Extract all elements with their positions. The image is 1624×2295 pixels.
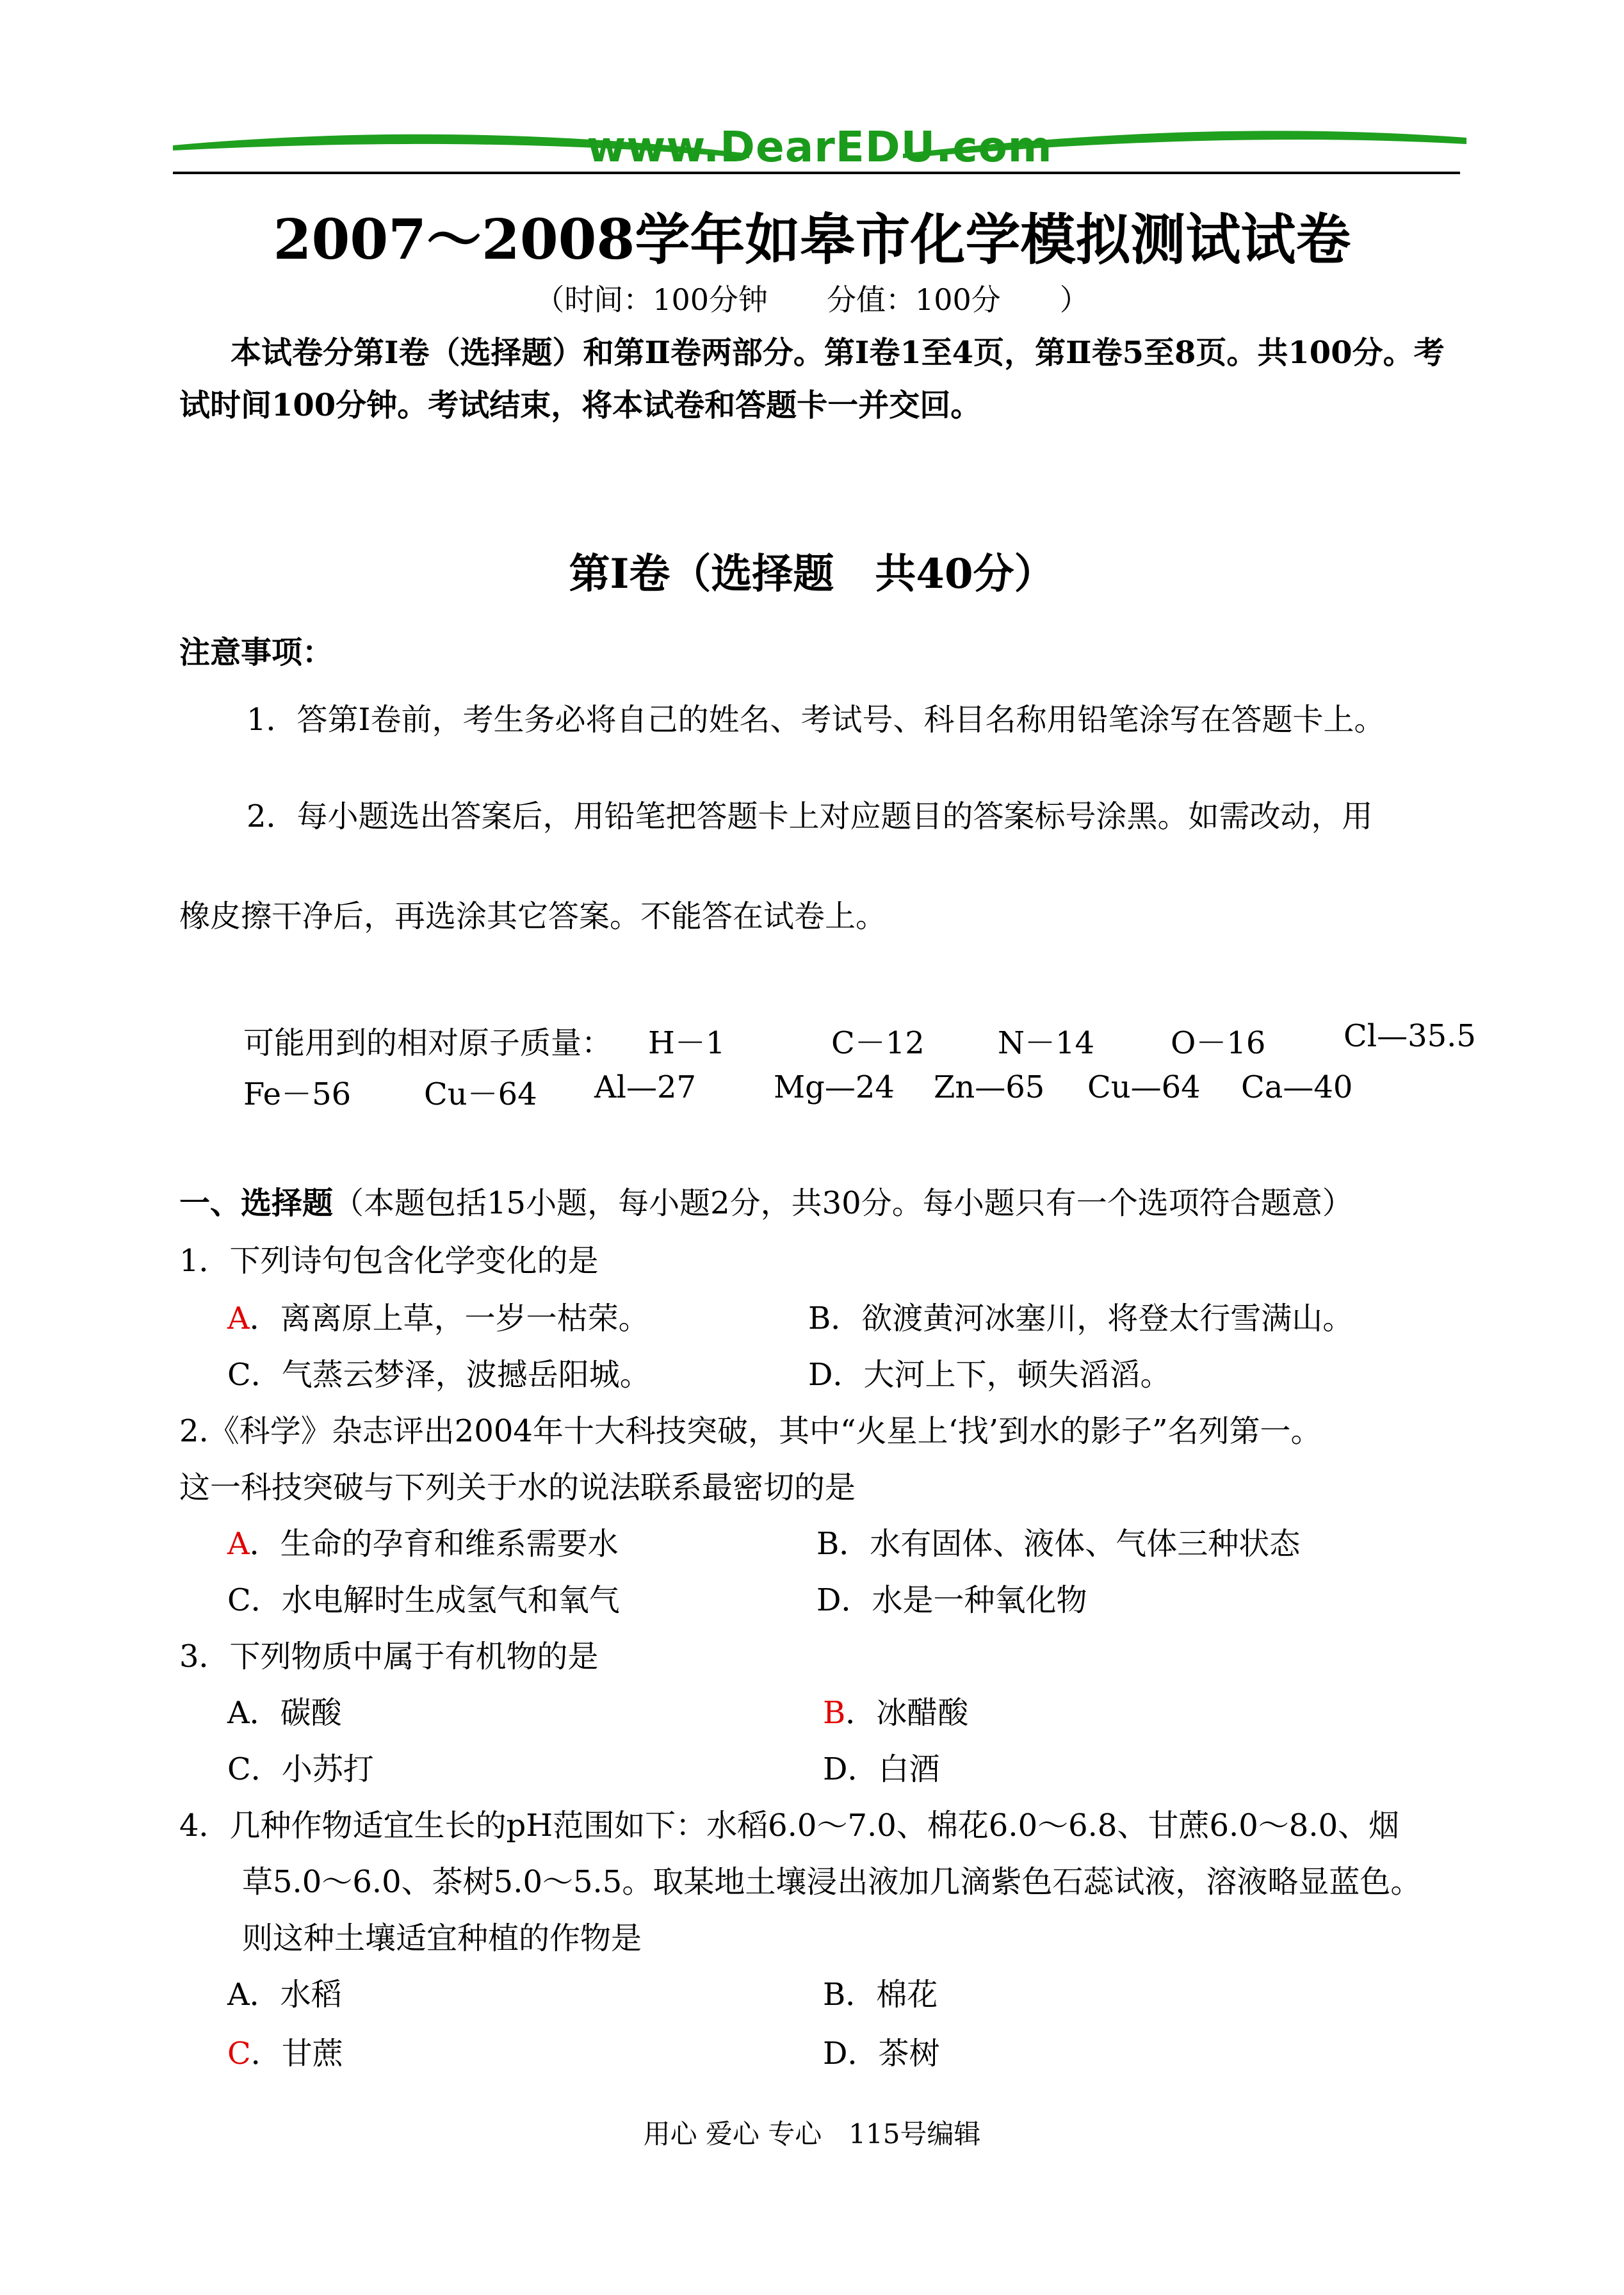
atomic-mass: Mg—24 (774, 1069, 895, 1105)
page-footer: 用心 爱心 专心 115号编辑 (643, 2118, 981, 2150)
option-text: ．气蒸云梦泽，波撼岳阳城。 (250, 1357, 651, 1393)
question-3-option-a (227, 1688, 342, 1732)
question-3-option-c (227, 1744, 374, 1788)
option-text: ．棉花 (845, 1977, 938, 2013)
question-4-option-a (227, 1970, 342, 2014)
question-1-option-b (808, 1293, 1353, 1338)
question-2-stem-cont: 这一科技突破与下列关于水的说法联系最密切的是 (179, 1470, 856, 1505)
atomic-mass: Fe－56 (243, 1076, 352, 1112)
question-4-option-c (227, 2029, 343, 2073)
notice-item-2-cont: 橡皮擦干净后，再选涂其它答案。不能答在试卷上。 (179, 898, 887, 934)
option-letter: C (227, 1357, 251, 1393)
part1-title: 第Ⅰ卷（选择题 共40分） (569, 550, 1055, 598)
question-4-stem: 4．几种作物适宜生长的pH范围如下：水稻6.0～7.0、棉花6.0～6.8、甘蔗6.0～8.0、烟 (179, 1808, 1400, 1844)
option-text: ．碳酸 (249, 1695, 342, 1731)
option-text: ．甘蔗 (250, 2036, 343, 2072)
option-letter: D (808, 1357, 833, 1393)
option-letter: B (823, 1695, 846, 1731)
question-2-option-c (227, 1575, 620, 1619)
logo-text: www.DearEDU.com (587, 122, 1053, 172)
atomic-mass: N－14 (998, 1025, 1095, 1061)
atomic-mass: O－16 (1171, 1025, 1266, 1061)
option-text: ．大河上下，顿失滔滔。 (832, 1357, 1171, 1393)
atomic-mass: Cl—35.5 (1344, 1018, 1476, 1054)
option-letter: C (227, 1751, 251, 1787)
option-text: ．水电解时生成氢气和氧气 (250, 1582, 620, 1618)
question-4-stem-cont: 草5.0～6.0、茶树5.0～5.5。取某地土壤浸出液加几滴紫色石蕊试液，溶液略显蓝色。 (242, 1864, 1422, 1900)
option-letter: A (227, 1526, 250, 1562)
option-text: ．小苏打 (250, 1751, 374, 1787)
question-2-option-d (816, 1575, 1087, 1619)
question-1-option-c (227, 1350, 651, 1394)
option-text: ．冰醋酸 (845, 1695, 969, 1731)
header-rule (173, 172, 1460, 174)
option-text: ．离离原上草，一岁一枯荣。 (249, 1301, 649, 1336)
option-letter: B (823, 1977, 846, 2013)
option-letter: C (227, 1582, 251, 1618)
atomic-mass-label: 可能用到的相对原子质量： (243, 1025, 613, 1061)
option-text: ．水有固体、液体、气体三种状态 (839, 1526, 1301, 1562)
atomic-mass: H－1 (648, 1025, 726, 1061)
question-4-stem-cont: 则这种土壤适宜种植的作物是 (242, 1920, 642, 1956)
notice-heading: 注意事项： (179, 635, 334, 670)
intro-paragraph: 本试卷分第Ⅰ卷（选择题）和第Ⅱ卷两部分。第Ⅰ卷1至4页，第Ⅱ卷5至8页。共100分。考试时间100分钟。考试结束，将本试卷和答题卡一并交回。 (179, 335, 1445, 423)
site-logo (173, 118, 1466, 176)
option-text: ．水稻 (249, 1977, 342, 2013)
option-text: ．欲渡黄河冰塞川，将登太行雪满山。 (831, 1301, 1354, 1336)
atomic-mass: Zn—65 (934, 1069, 1045, 1105)
option-letter: C (227, 2036, 251, 2072)
section-heading (179, 1178, 1353, 1222)
option-letter: B (816, 1526, 840, 1562)
notice-item-1: 1．答第Ⅰ卷前，考生务必将自己的姓名、考试号、科目名称用铅笔涂写在答题卡上。 (247, 702, 1385, 738)
exam-meta: （时间：100分钟 分值：100分 ） (535, 282, 1089, 317)
option-letter: D (816, 1582, 841, 1618)
option-letter: D (823, 2036, 848, 2072)
option-letter: A (227, 1977, 250, 2013)
question-2-option-a (227, 1519, 619, 1563)
atomic-mass: C－12 (831, 1025, 925, 1061)
option-text: ．水是一种氧化物 (841, 1582, 1087, 1618)
atomic-mass: Cu－64 (424, 1076, 537, 1112)
option-text: ．茶树 (847, 2036, 940, 2072)
atomic-mass: Al—27 (594, 1069, 697, 1105)
question-4-option-b (823, 1970, 938, 2014)
option-letter: B (808, 1301, 831, 1336)
question-4-option-d (823, 2029, 940, 2073)
question-3-option-d (823, 1744, 940, 1788)
question-3-option-b (823, 1688, 968, 1732)
option-text: ．生命的孕育和维系需要水 (249, 1526, 619, 1562)
section-heading-label: 一、选择题 (179, 1185, 334, 1221)
page-title: 2007～2008学年如皋市化学模拟测试试卷 (273, 207, 1351, 272)
question-3-stem: 3．下列物质中属于有机物的是 (179, 1639, 599, 1675)
option-letter: A (227, 1301, 250, 1336)
section-heading-desc: （本题包括15小题，每小题2分，共30分。每小题只有一个选项符合题意） (333, 1185, 1353, 1221)
atomic-mass: Ca—40 (1241, 1069, 1353, 1105)
atomic-mass: Cu—64 (1087, 1069, 1201, 1105)
question-1-option-d (808, 1350, 1171, 1394)
option-text: ．白酒 (847, 1751, 940, 1787)
question-2-option-b (816, 1519, 1300, 1563)
option-letter: A (227, 1695, 250, 1731)
notice-item-2: 2．每小题选出答案后，用铅笔把答题卡上对应题目的答案标号涂黑。如需改动，用 (247, 799, 1373, 834)
question-1-stem: 1．下列诗句包含化学变化的是 (179, 1243, 599, 1279)
option-letter: D (823, 1751, 848, 1787)
question-2-stem: 2.《科学》杂志评出2004年十大科技突破，其中“火星上‘找’到水的影子”名列第一。 (179, 1413, 1322, 1449)
question-1-option-a (227, 1293, 649, 1338)
